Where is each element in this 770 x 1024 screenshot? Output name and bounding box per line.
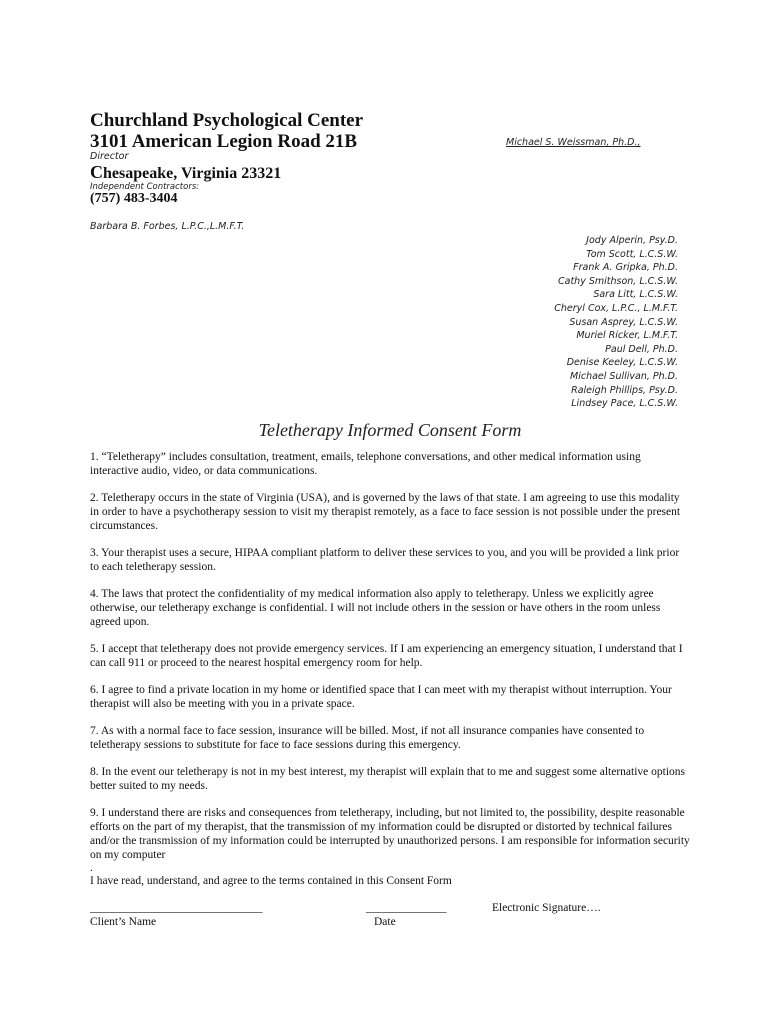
staff-item: Michael Sullivan, Ph.D. (570, 370, 678, 382)
consent-item: 2. Teletherapy occurs in the state of Virginia (USA), and is governed by the laws of that state. I am agreeing to use this modality in order to have a psychotherapy session to visit my therapist remotely, as a face to face session is not possible under the present circumstances. (90, 492, 681, 532)
city-rest: hesapeake, Virginia 23321 (103, 165, 282, 182)
staff-item: Tom Scott, L.C.S.W. (586, 248, 678, 260)
staff-item: Paul Dell, Ph.D. (605, 343, 678, 355)
date-label: Date (374, 916, 396, 928)
staff-item: Muriel Ricker, L.M.F.T. (576, 330, 678, 342)
staff-item: Jody Alperin, Psy.D. (586, 235, 678, 246)
client-name-line[interactable]: ______________________________ (90, 902, 263, 914)
city-line (90, 162, 281, 183)
form-title: Teletherapy Informed Consent Form (258, 420, 522, 440)
staff-item: Lindsey Pace, L.C.S.W. (571, 398, 678, 410)
consent-item: 5. I accept that teletherapy does not provide emergency services. If I am experiencing an emergency situation, I understand that I can call 911 or proceed to the nearest hospital emergency room for help. (90, 642, 683, 669)
director-label: Director (90, 151, 129, 162)
first-contractor: Barbara B. Forbes, L.P.C.,L.M.F.T. (90, 221, 245, 232)
staff-item: Susan Asprey, L.C.S.W. (569, 316, 678, 328)
consent-item: 7. As with a normal face to face session, insurance will be billed. Most, if not all insurance companies have consented to teletherapy sessions to substitute for face to face sessions during this emergency. (90, 725, 645, 751)
staff-item: Cheryl Cox, L.P.C., L.M.F.T. (554, 302, 678, 314)
address: 3101 American Legion Road 21B (90, 131, 358, 152)
consent-item: 8. In the event our teletherapy is not in my best interest, my therapist will explain that to me and suggest some alternative options better suited to my needs. (90, 766, 685, 793)
consent-item: 4. The laws that protect the confidentiality of my medical information also apply to teletherapy. Unless we explicitly agree otherwise, our teletherapy exchange is confidential. I will not include others in the session or have others in the room unless agreed upon. (90, 588, 661, 628)
agreement-statement: I have read, understand, and agree to the terms contained in this Consent Form (90, 874, 452, 887)
period-line: . (90, 861, 93, 874)
city-initial: C (90, 162, 103, 182)
date-line[interactable]: ______________ (366, 902, 447, 914)
consent-item: 9. I understand there are risks and consequences from teletherapy, including, but not limited to, the possibility, despite reasonable efforts on the part of my therapist, that the transmission of my information could be disrupted or distorted by technical failures and/or the transmission of my information could be interrupted by unauthorized persons. I am responsible for information security on my computer (90, 807, 690, 861)
contractors-label: Independent Contractors: (90, 182, 200, 192)
phone: (757) 483-3404 (90, 191, 178, 206)
staff-item: Frank A. Gripka, Ph.D. (573, 262, 678, 274)
consent-item: 3. Your therapist uses a secure, HIPAA compliant platform to deliver these services to you, and you will be provided a link prior to each teletherapy session. (90, 546, 680, 573)
staff-item: Sara Litt, L.C.S.W. (593, 289, 678, 301)
staff-item: Denise Keeley, L.C.S.W. (566, 357, 678, 369)
staff-list (554, 234, 678, 411)
client-name-label: Client’s Name (90, 916, 157, 928)
director-name: Michael S. Weissman, Ph.D., (506, 137, 641, 148)
consent-item: 1. “Teletherapy” includes consultation, treatment, emails, telephone conversations, and other medical information using interactive audio, video, or data communications. (90, 451, 641, 477)
electronic-signature-label: Electronic Signature…. (492, 902, 601, 914)
org-name: Churchland Psychological Center (90, 110, 364, 131)
staff-item: Cathy Smithson, L.C.S.W. (558, 275, 678, 287)
consent-paragraphs (90, 451, 690, 888)
consent-item: 6. I agree to find a private location in my home or identified space that I can meet with my therapist without interruption. Your therapist will also be meeting with you in a private space. (90, 684, 672, 710)
staff-item: Raleigh Phillips, Psy.D. (571, 384, 678, 396)
